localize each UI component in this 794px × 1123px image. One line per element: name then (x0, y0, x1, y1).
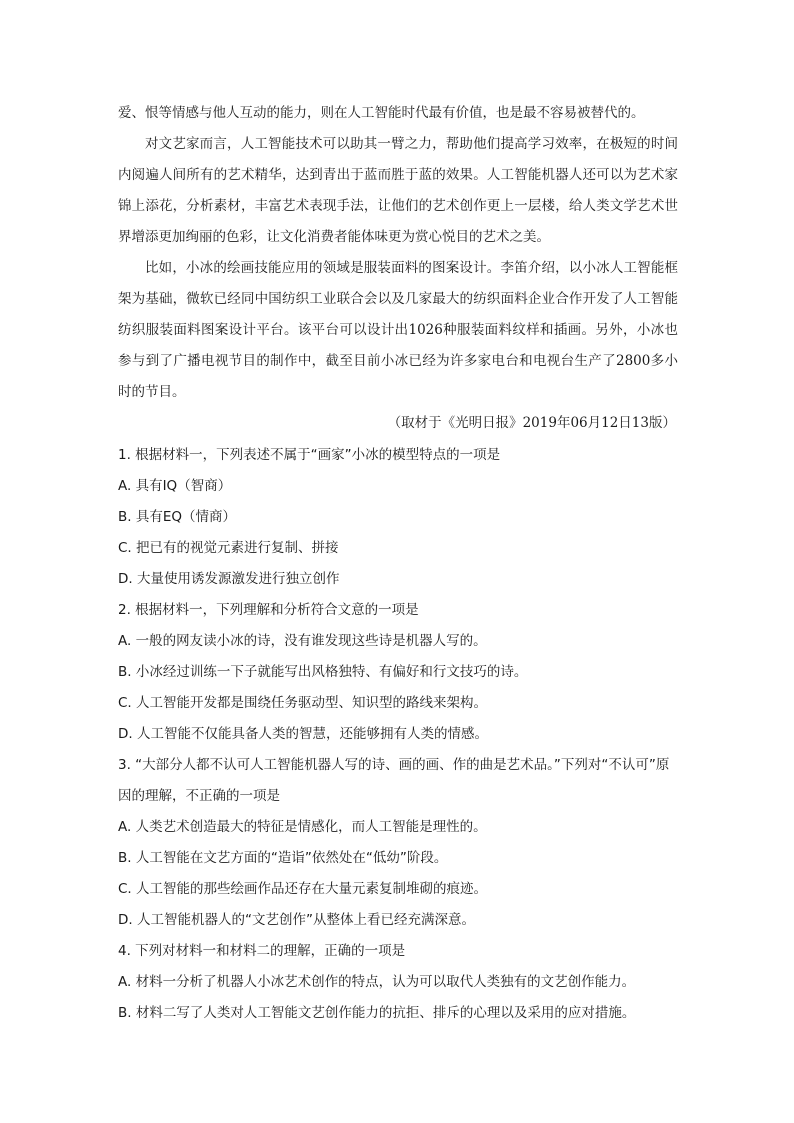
passage-paragraph-2: 对文艺家而言，人工智能技术可以助其一臂之力，帮助他们提高学习效率，在极短的时间内阅遍人间所有的艺术精华，达到青出于蓝而胜于蓝的效果。人工智能机器人还可以为艺术家锦上添花，分析素材，丰富艺术表现手法，让他们的艺术创作更上一层楼，给人类文学艺术世界增添更加绚丽的色彩，让文化消费者能体味更为赏心悦目的艺术之美。 (118, 136, 678, 245)
question-4-stem: 4. 下列对材料一和材料二的理解，正确的一项是 (118, 943, 406, 959)
question-1-option-d[interactable]: D. 大量使用诱发源激发进行独立创作 (118, 571, 340, 587)
question-1-stem: 1. 根据材料一，下列表述不属于“画家”小冰的模型特点的一项是 (118, 447, 501, 463)
question-1-option-b[interactable]: B. 具有EQ（情商） (118, 509, 236, 525)
question-2-stem: 2. 根据材料一，下列理解和分析符合文意的一项是 (118, 602, 419, 618)
question-3-option-a[interactable]: A. 人类艺术创造最大的特征是情感化，而人工智能是理性的。 (118, 819, 487, 835)
question-3-stem: 3. “大部分人都不认可人工智能机器人写的诗、画的画、作的曲是艺术品。”下列对“不认可”原因的理解，不正确的一项是 (118, 757, 670, 804)
question-4-option-a[interactable]: A. 材料一分析了机器人小冰艺术创作的特点，认为可以取代人类独有的文艺创作能力。 (118, 974, 636, 990)
question-2-option-d[interactable]: D. 人工智能不仅能具备人类的智慧，还能够拥有人类的情感。 (118, 726, 488, 742)
question-1-option-c[interactable]: C. 把已有的视觉元素进行复制、拼接 (118, 540, 339, 556)
question-3-option-d[interactable]: D. 人工智能机器人的“文艺创作”从整体上看已经充满深意。 (118, 912, 475, 928)
question-2-option-b[interactable]: B. 小冰经过训练一下子就能写出风格独特、有偏好和行文技巧的诗。 (118, 664, 528, 680)
passage-source: （取材于《光明日报》2019年06月12日13版） (387, 415, 676, 431)
passage-paragraph-3: 比如，小冰的绘画技能应用的领域是服装面料的图案设计。李笛介绍，以小冰人工智能框架为基础，微软已经同中国纺织工业联合会以及几家最大的纺织面料企业合作开发了人工智能纺织服装面料图案设计平台。该平台可以设计出1026种服装面料纹样和插画。另外，小冰也参与到了广播电视节目的制作中，截至目前小冰已经为许多家电台和电视台生产了2800多小时的节目。 (118, 260, 678, 400)
question-1-option-a[interactable]: A. 具有IQ（智商） (118, 478, 232, 494)
question-4-option-b[interactable]: B. 材料二写了人类对人工智能文艺创作能力的抗拒、排斥的心理以及采用的应对措施。 (118, 1005, 636, 1021)
question-3-option-c[interactable]: C. 人工智能的那些绘画作品还存在大量元素复制堆砌的痕迹。 (118, 881, 488, 897)
question-2-option-c[interactable]: C. 人工智能开发都是围绕任务驱动型、知识型的路线来架构。 (118, 695, 488, 711)
question-2-option-a[interactable]: A. 一般的网友读小冰的诗，没有谁发现这些诗是机器人写的。 (118, 633, 487, 649)
passage-paragraph-1-end: 爱、恨等情感与他人互动的能力，则在人工智能时代最有价值，也是最不容易被替代的。 (118, 105, 645, 121)
question-3-option-b[interactable]: B. 人工智能在文艺方面的“造诣”依然处在“低幼”阶段。 (118, 850, 448, 866)
